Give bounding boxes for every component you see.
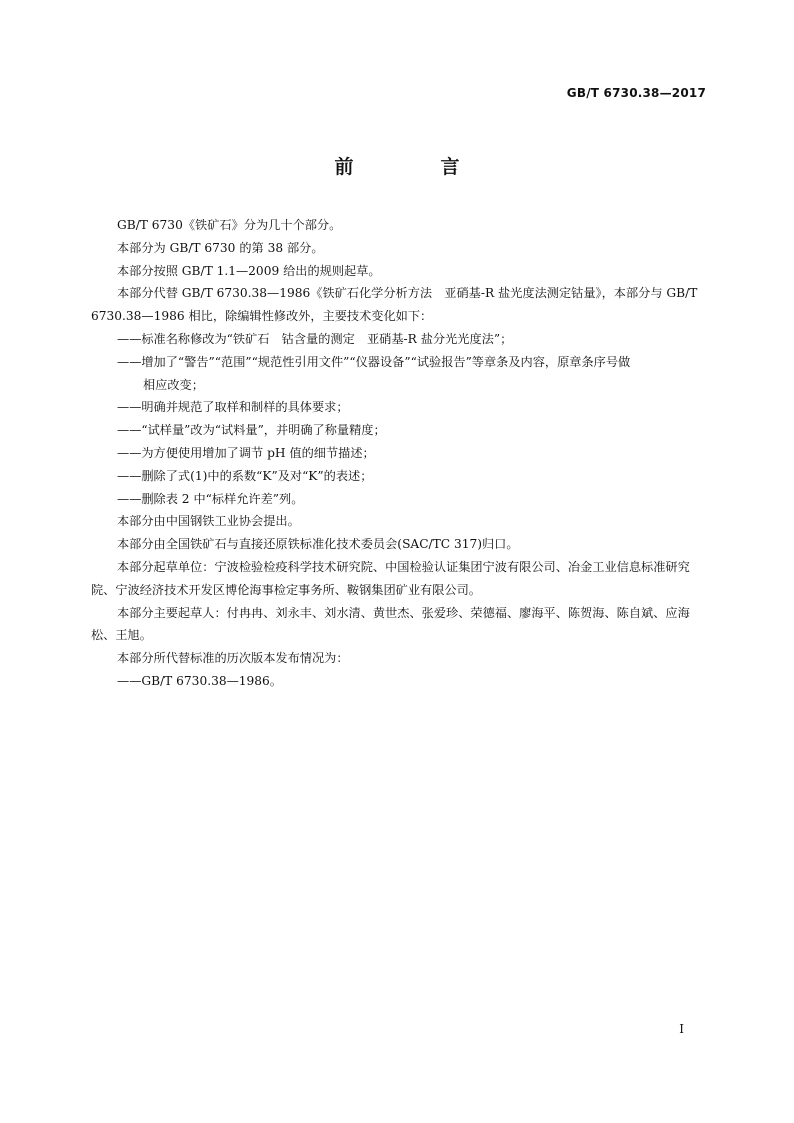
change-item: ——删除了式(1)中的系数“K”及对“K”的表述； — [117, 468, 373, 483]
history-item: ——GB/T 6730.38—1986。 — [117, 673, 282, 688]
paragraph: 本部分起草单位：宁波检验检疫科学技术研究院、中国检验认证集团宁波有限公司、冶金工业信息标准研究院、宁波经济技术开发区博伦海事检定事务所、鞍钢集团矿业有限公司。 — [91, 559, 690, 597]
paragraph: 本部分由全国铁矿石与直接还原铁标准化技术委员会(SAC/TC 317)归口。 — [117, 537, 519, 552]
page-number: I — [679, 1022, 684, 1036]
change-item: ——明确并规范了取样和制样的具体要求； — [117, 400, 349, 415]
change-item-continuation: 相应改变； — [143, 377, 204, 392]
paragraph: 本部分代替 GB/T 6730.38—1986《铁矿石化学分析方法 亚硝基-R 盐光度法测定钴量》，本部分与 GB/T 6730.38—1986 相比，除编辑性修改外，主要技术变化如下： — [91, 286, 698, 324]
change-item — [91, 351, 705, 397]
page-title: 前 言 — [334, 156, 494, 178]
foreword-body — [91, 214, 705, 693]
paragraph: GB/T 6730《铁矿石》分为几十个部分。 — [117, 218, 342, 232]
paragraph: 本部分所代替标准的历次版本发布情况为： — [117, 651, 349, 666]
paragraph: 本部分按照 GB/T 1.1—2009 给出的规则起草。 — [117, 263, 381, 278]
paragraph: 本部分主要起草人：付冉冉、刘永丰、刘水清、黄世杰、张爱珍、荣德福、廖海平、陈贺海、陈自斌、应海松、王旭。 — [91, 605, 690, 643]
paragraph: 本部分由中国钢铁工业协会提出。 — [117, 514, 300, 529]
change-item: ——为方便使用增加了调节 pH 值的细节描述； — [117, 445, 375, 460]
change-item: ——标准名称修改为“铁矿石 钴含量的测定 亚硝基-R 盐分光光度法”； — [117, 331, 513, 346]
change-item: ——“试样量”改为“试料量”，并明确了称量精度； — [117, 423, 386, 438]
change-item: ——删除表 2 中“标样允许差”列。 — [117, 491, 304, 506]
change-item-text: ——增加了“警告”“范围”“规范性引用文件”“仪器设备”“试验报告”等章条及内容，原章条序号做 — [117, 354, 631, 369]
standard-code: GB/T 6730.38—2017 — [566, 86, 706, 100]
paragraph: 本部分为 GB/T 6730 的第 38 部分。 — [117, 240, 324, 255]
